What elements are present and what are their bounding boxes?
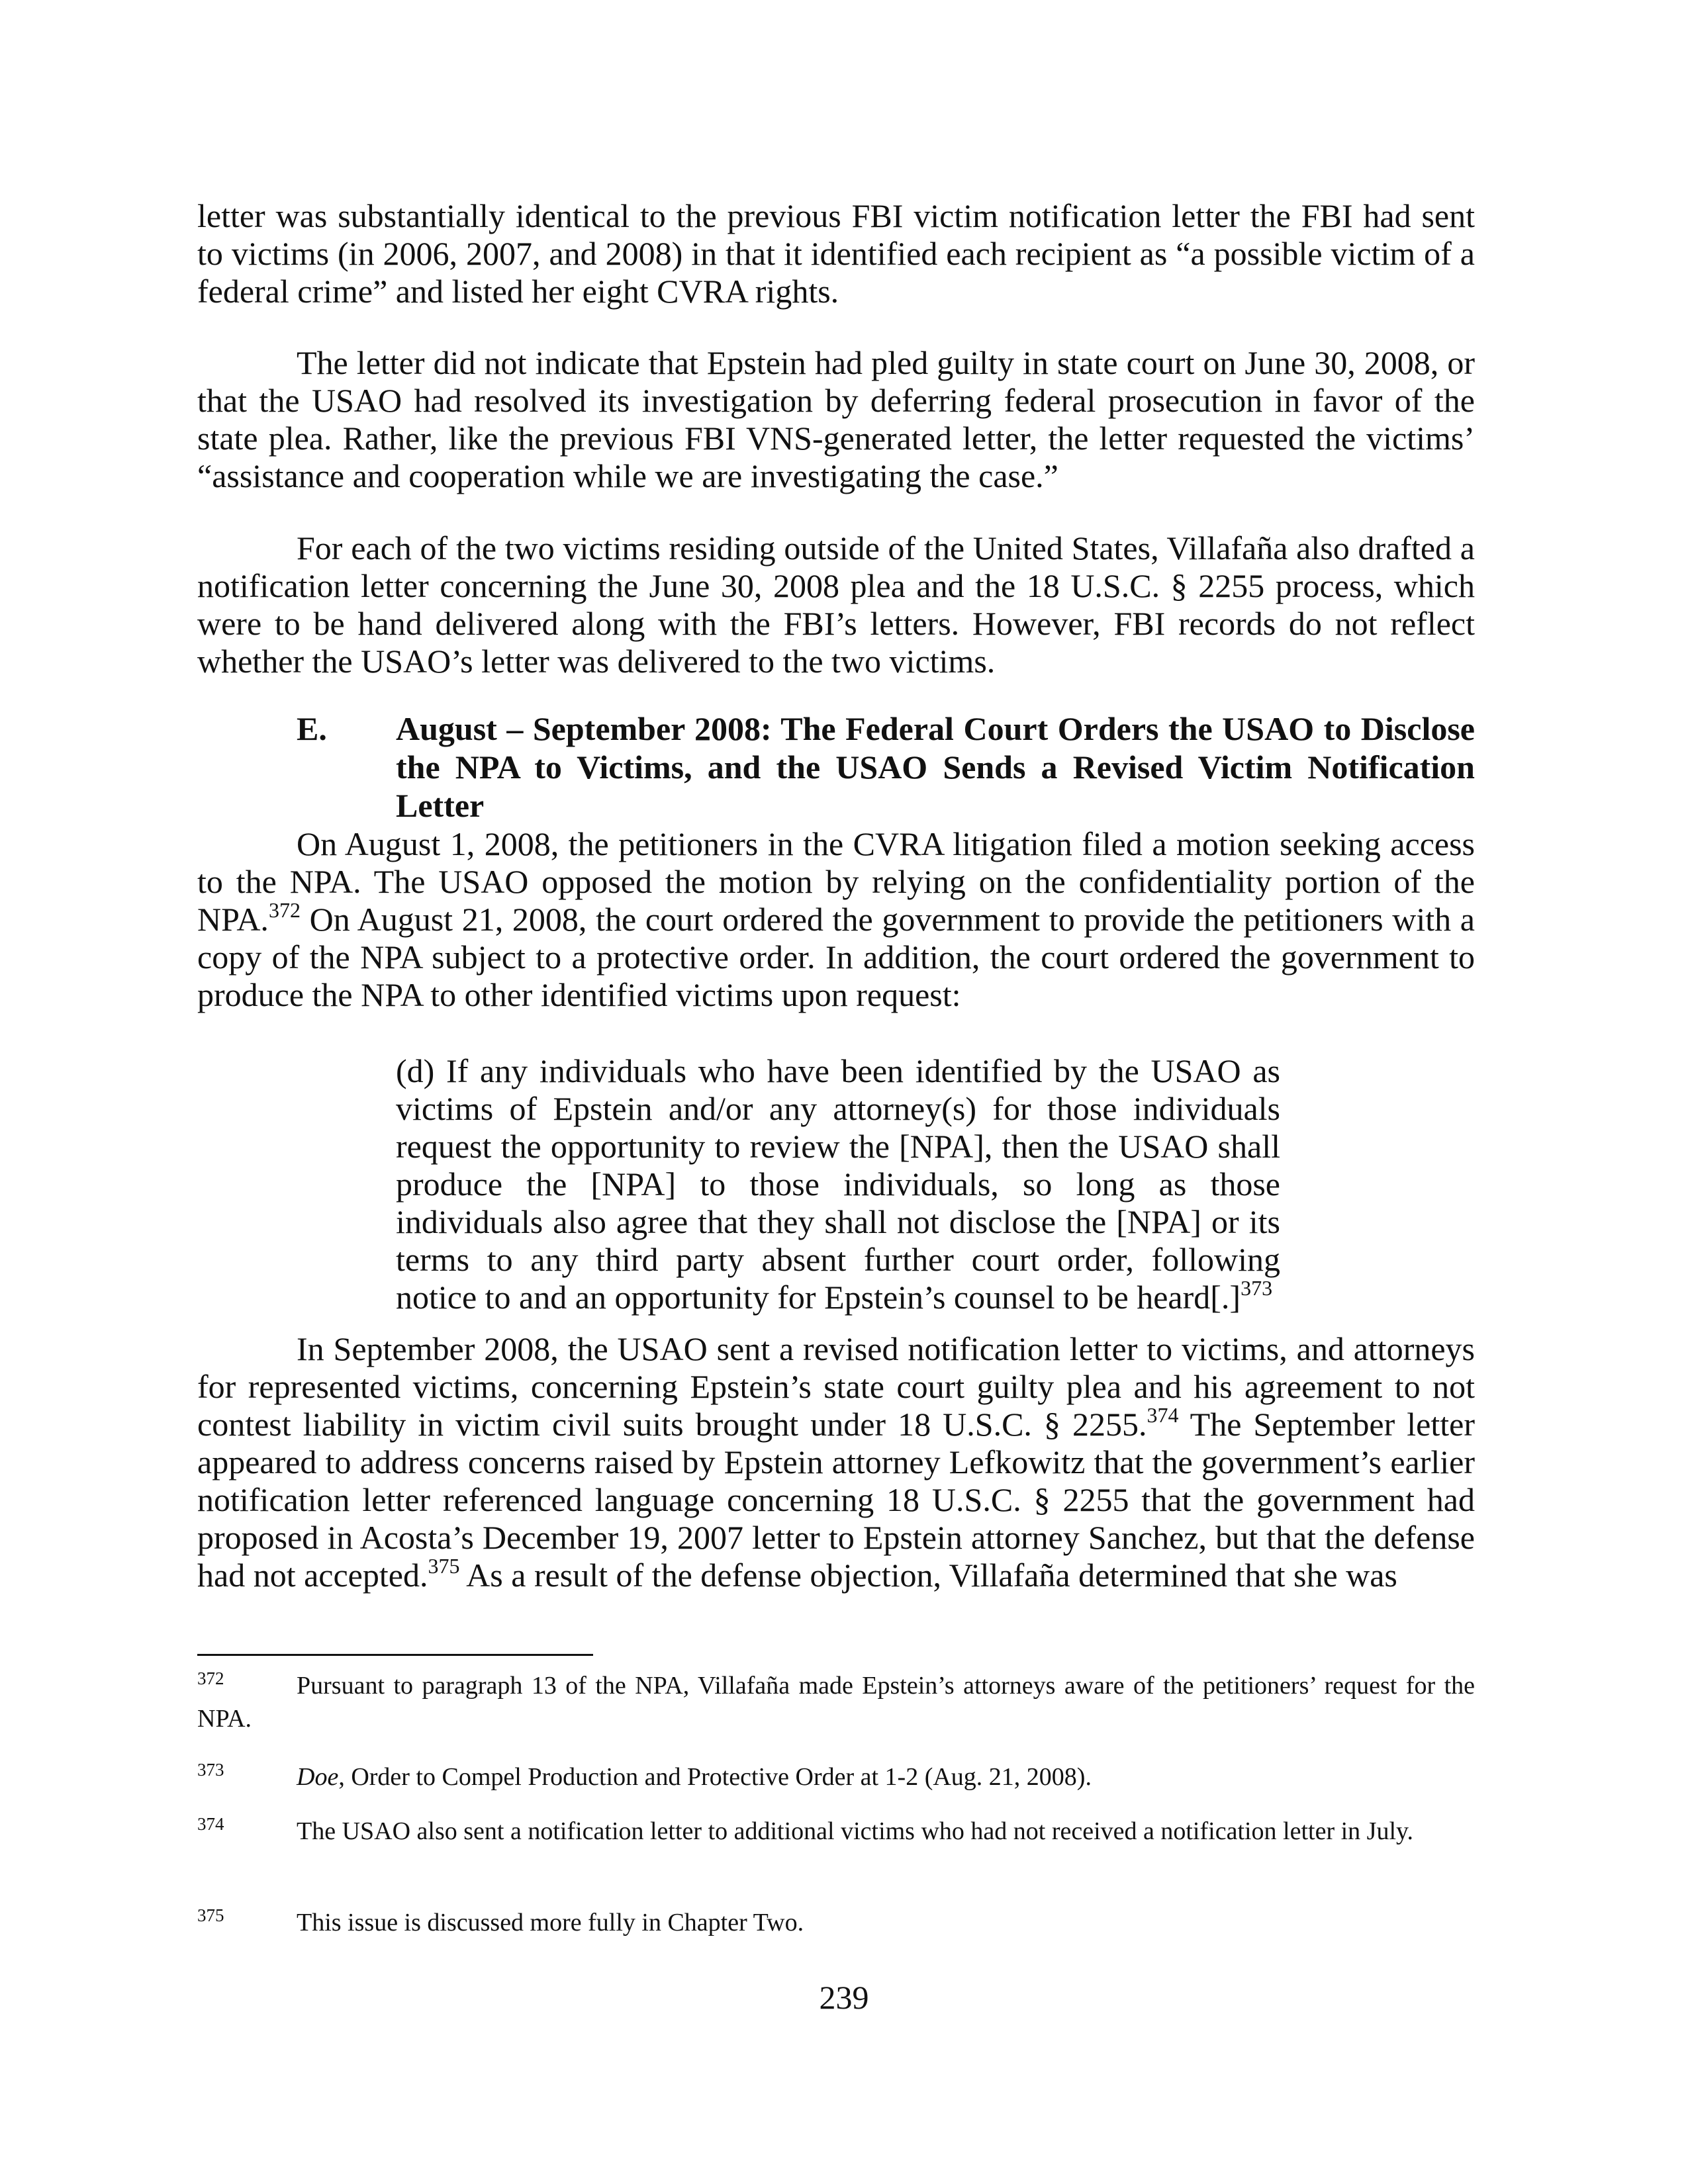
footnote-text: Pursuant to paragraph 13 of the NPA, Villafaña made Epstein’s attorneys aware of the petitioners’ request for the NPA.	[197, 1672, 1475, 1733]
footnote-number: 373	[197, 1760, 224, 1780]
footnote-373	[197, 1760, 1475, 1794]
footnote-ref-373[interactable]: 373	[1241, 1276, 1273, 1300]
footnote-ref-372[interactable]: 372	[268, 898, 301, 922]
paragraph-4-part-1: On August 1, 2008, the petitioners in the CVRA litigation filed a motion seeking access to the NPA. The USAO opposed the motion by relying on the confidentiality portion of the NPA.	[197, 825, 1475, 938]
footnote-number: 372	[197, 1668, 224, 1688]
footnote-ref-375[interactable]: 375	[428, 1554, 460, 1578]
paragraph-3: For each of the two victims residing outside of the United States, Villafaña also drafted a notification letter concerning the June 30, 2008 plea and the 18 U.S.C. § 2255 process, which were to be hand delivered along with the FBI’s letters. However, FBI records do not reflect whether the USAO’s letter was delivered to the two victims.	[197, 529, 1475, 680]
footnote-number: 374	[197, 1814, 224, 1834]
paragraph-4	[197, 825, 1475, 1014]
footnote-372	[197, 1669, 1475, 1735]
paragraph-5	[197, 1330, 1475, 1594]
footnote-ref-374[interactable]: 374	[1147, 1403, 1179, 1427]
footnote-divider	[197, 1654, 593, 1656]
paragraph-5-part-3: As a result of the defense objection, Villafaña determined that she was	[459, 1557, 1397, 1594]
page-number: 239	[819, 1979, 869, 2016]
block-quote	[396, 1052, 1280, 1316]
section-letter: E.	[297, 710, 327, 747]
footnote-text: This issue is discussed more fully in Chapter Two.	[297, 1909, 804, 1936]
paragraph-2: The letter did not indicate that Epstein had pled guilty in state court on June 30, 2008, or that the USAO had resolved its investigation by deferring federal prosecution in favor of the state plea. Rather, like the previous FBI VNS-generated letter, the letter requested the victims’ “assistance and cooperation while we are investigating the case.”	[197, 344, 1475, 494]
block-quote-text: (d) If any individuals who have been identified by the USAO as victims of Epstein and/or any attorney(s) for those individuals request the opportunity to review the [NPA], then the USAO shall produce the [NPA] to those individuals, so long as those individuals also agree that they shall not disclose the [NPA] or its terms to any third party absent further court order, following notice to and an opportunity for Epstein’s counsel to be heard[.]	[396, 1052, 1280, 1316]
footnote-number: 375	[197, 1905, 224, 1925]
paragraph-4-part-2: On August 21, 2008, the court ordered the government to provide the petitioners with a copy of the NPA subject to a protective order. In addition, the court ordered the government to produce the NPA to other identified victims upon request:	[197, 901, 1475, 1013]
paragraph-5-part-1: In September 2008, the USAO sent a revised notification letter to victims, and attorneys for represented victims, concerning Epstein’s state court guilty plea and his agreement to not contest liability in victim civil suits brought under 18 U.S.C. § 2255.	[197, 1330, 1475, 1443]
footnote-375	[197, 1906, 1475, 1939]
paragraph-1: letter was substantially identical to the previous FBI victim notification letter the FBI had sent to victims (in 2006, 2007, and 2008) in that it identified each recipient as “a possible victim of a federal crime” and listed her eight CVRA rights.	[197, 197, 1475, 310]
footnote-citation: , Order to Compel Production and Protective Order at 1-2 (Aug. 21, 2008).	[338, 1763, 1092, 1791]
paragraph-5-part-2: The September letter appeared to address concerns raised by Epstein attorney Lefkowitz that the government’s earlier notification letter referenced language concerning 18 U.S.C. § 2255 that the government had proposed in Acosta’s December 19, 2007 letter to Epstein attorney Sanchez, but that the defense had not accepted.	[197, 1406, 1476, 1594]
footnote-374	[197, 1815, 1475, 1848]
section-title: August – September 2008: The Federal Court Orders the USAO to Disclose the NPA to Victims, and the USAO Sends a Revised Victim Notification Letter	[396, 710, 1475, 824]
section-heading	[297, 709, 1475, 825]
footnote-text: The USAO also sent a notification letter to additional victims who had not received a notification letter in July.	[297, 1817, 1414, 1845]
footnote-text	[197, 1760, 1475, 1794]
case-name: Doe	[297, 1763, 339, 1791]
